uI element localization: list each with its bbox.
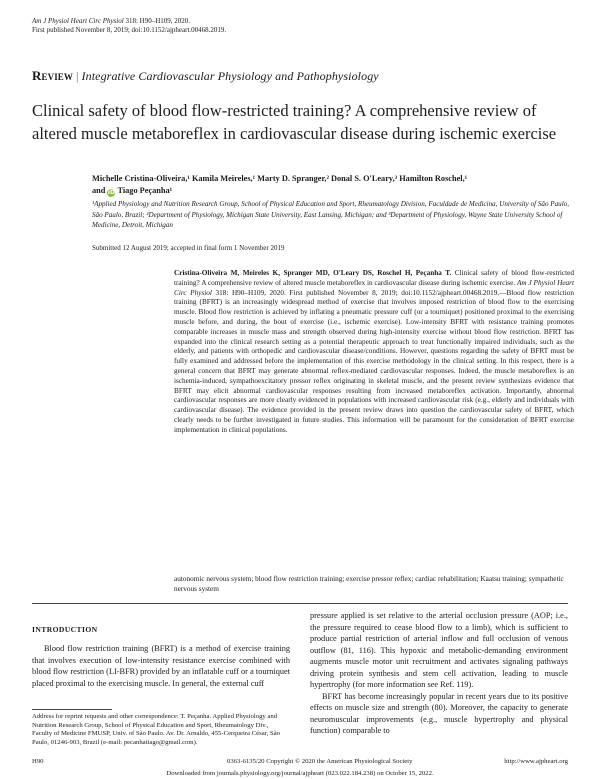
correspondence-footnote: Address for reprint requests and other correspondence: T. Peçanha. Applied Physiology and Nutrition Research Group, School of Physical Education and Sport, Rheumatology Div., Faculty of Medicine FMUSP, Univ. of São Paulo. Av. Dr. Arnaldo, 455-Cerqueira César, São Paulo, 01246-903, Brazil (e-mail: pecanhatiago@gmail.com). [32, 713, 281, 746]
abstract-cite-rest: 318: H90–H109, 2020. First published November 8, 2019; doi:10.1152/ajpheart.00468.2019.— [211, 288, 507, 297]
section-header [32, 68, 379, 84]
authors-line-1: Michelle Cristina-Oliveira,¹ Kamila Meireles,¹ Marty D. Spranger,² Donal S. O'Leary,³ Hamilton Roschel,¹ [92, 174, 468, 183]
author-list [92, 173, 572, 197]
section-separator: | [76, 69, 79, 83]
section-divider [32, 603, 568, 604]
article-title: Clinical safety of blood flow-restricted training? A comprehensive review of altered muscle metaboreflex in cardiovascular disease during ischemic exercise [32, 101, 557, 143]
footnote-divider [32, 709, 112, 710]
authors-line-2 [92, 185, 572, 197]
abstract-cite-journal: Am J Physiol Heart Circ Physiol [174, 278, 574, 297]
author-last: Tiago Peçanha¹ [117, 186, 173, 195]
download-notice: Downloaded from journals.physiology.org/journal/ajpheart (023.022.184.238) on October 15, 2022. [166, 770, 434, 777]
left-column [32, 643, 290, 689]
abstract-body: Blood flow restriction training (BFRT) is an increasingly widespread method of exercise that involves imposed restriction of blood flow to the exercising muscle. Blood flow restriction is achieved by inflating a pneumatic pressure cuff (or a tourniquet) positioned proximal to the exercising muscle before, and during, the bout of exercise (i.e., ischemic exercise). Low-intensity BFRT with resistance training promotes comparable increases in muscle mass and strength observed during high-intensity exercise without blood flow restriction. BFRT has expanded into the clinical research setting as a potential therapeutic approach to treat functionally impaired individuals, such as the elderly, and patients with orthopedic and cardiovascular disease/conditions. However, questions regarding the safety of BFRT must be fully examined and addressed before the implementation of this exercise methodology in the clinical setting. In this respect, there is a general concern that BFRT may generate abnormal reflex-mediated cardiovascular responses. Indeed, the muscle metaboreflex is an ischemia-induced, sympathoexcitatory pressor reflex originating in skeletal muscle, and the present review synthesizes evidence that BFRT may elicit abnormal cardiovascular responses resulting from increased metaboreflex activation. Importantly, abnormal cardiovascular responses are more clearly evidenced in populations with increased cardiovascular risk (e.g., elderly and individuals with cardiovascular disease). The evidence provided in the present review draws into question the cardiovascular safety of BFRT, which clearly needs to be further investigated in future studies. This information will be paramount for the consideration of BFRT exercise implementation in clinical populations. [174, 288, 574, 434]
copyright: 0363-6135/20 Copyright © 2020 the American Physiological Society [227, 758, 413, 765]
submission-dates: Submitted 12 August 2019; accepted in final form 1 November 2019 [92, 244, 285, 252]
abstract-cite-authors: Cristina-Oliveira M, Meireles K, Spranger MD, O'Leary DS, Roschel H, Peçanha T. [174, 269, 452, 277]
page-number: H90 [32, 758, 44, 765]
authors-and: and [92, 186, 108, 195]
journal-name: Am J Physiol Heart Circ Physiol [32, 17, 124, 25]
section-category: Integrative Cardiovascular Physiology and Pathophysiology [81, 69, 379, 83]
intro-paragraph-2: pressure applied is set relative to the arterial occlusion pressure (AOP; i.e., the pressure required to cease blood flow to a limb), which is sufficient to produce partial restriction of arterial inflow and full occlusion of venous outflow (81, 116). This hypoxic and metabolic-demanding environment augments muscle motor unit recruitment and activates signaling pathways driving protein synthesis and stem cell activation, leading to muscle hypertrophy (for more information see Ref. 119). [310, 611, 568, 689]
section-label: Review [32, 68, 73, 83]
intro-paragraph-3: BFRT has become increasingly popular in recent years due to its positive effects on muscle size and strength (80). Moreover, the capacity to generate neuromuscular improvements (e.g., muscle hypertrophy and physical function) comparable to [310, 691, 568, 735]
affiliations: ¹Applied Physiology and Nutrition Research Group, School of Physical Education and Sport, Rheumatology Division, Faculdade de Medicina, University of São Paulo, São Paulo, Brazil; ²Department of Physiology, Michigan State University, East Lansing, Michigan; and ³Department of Physiology, Wayne State University School of Medicine, Detroit, Michigan [92, 200, 570, 229]
abstract-cite-title: Clinical safety of blood flow-restricted training? A comprehensive review of altered muscle metaboreflex in cardiovascular disease during ischemic exercise. [174, 269, 574, 287]
keywords: autonomic nervous system; blood flow restriction training; exercise pressor reflex; cardiac rehabilitation; Kaatsu training; sympathetic nervous system [174, 575, 564, 593]
intro-paragraph-1: Blood flow restriction training (BFRT) is a method of exercise training that involves execution of low-intensity resistance exercise combined with blood flow restriction (LI-BFR) provided by an inflatable cuff or a tourniquet placed proximal to the exercising muscle. In general, the external cuff [32, 644, 290, 688]
journal-url[interactable]: http://www.ajpheart.org [504, 758, 568, 765]
journal-volume: 318: H90–H109, 2020. [123, 17, 191, 25]
first-published-line: First published November 8, 2019; doi:10.1152/ajpheart.00468.2019. [32, 26, 227, 34]
right-column [310, 610, 568, 737]
journal-citation [32, 17, 190, 26]
orcid-icon[interactable]: iD [107, 189, 115, 196]
intro-heading: INTRODUCTION [32, 625, 98, 634]
abstract [174, 269, 574, 436]
